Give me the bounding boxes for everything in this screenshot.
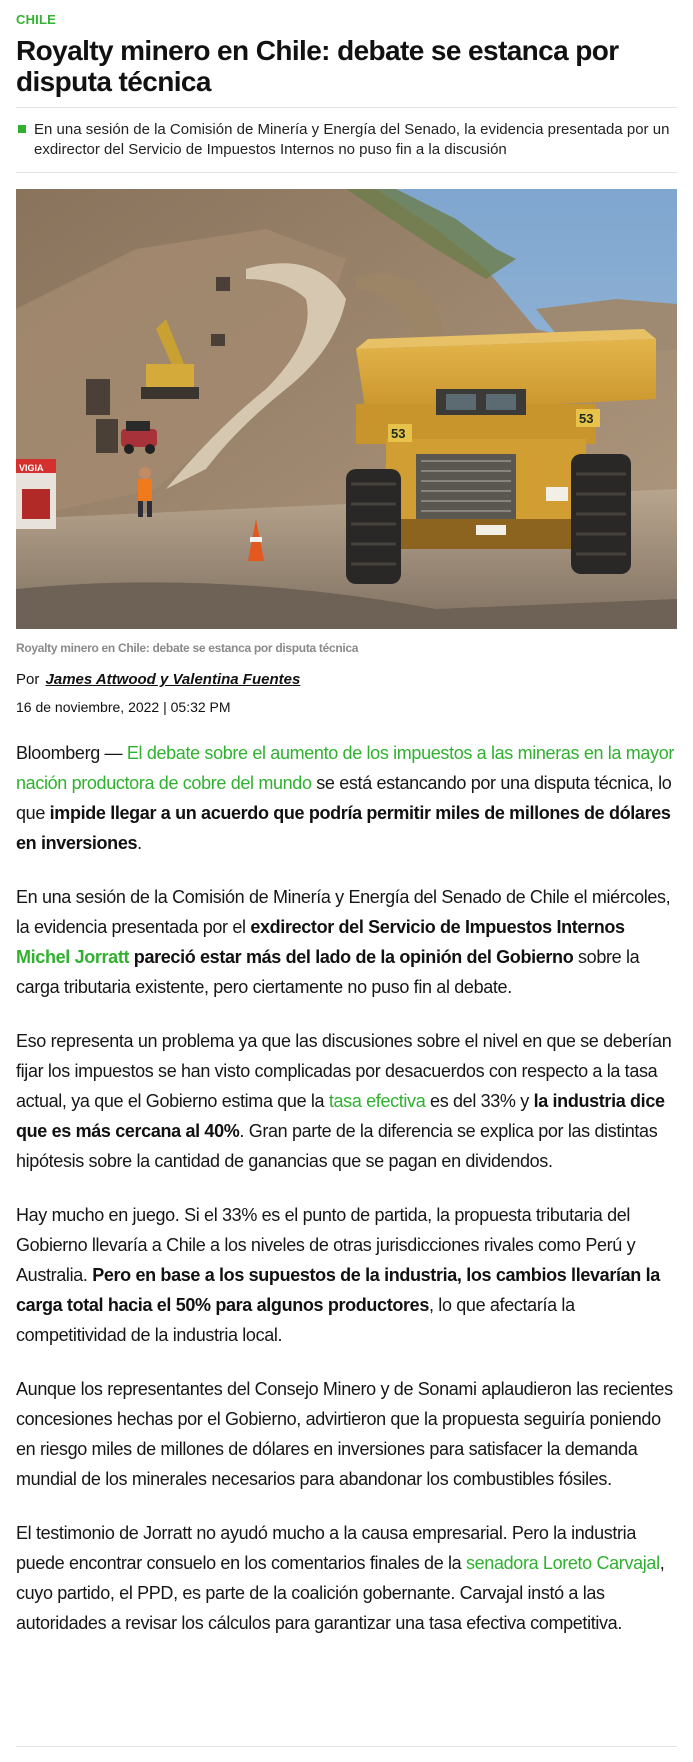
bold-text: la industria dice que es más cercana al 40% xyxy=(16,1091,665,1141)
paragraph-text: Hay mucho en juego. Si el 33% es el punto de partida, la propuesta tributaria del Gobierno llevaría a Chile a los niveles de otras jurisdicciones rivales como Perú y Australia. xyxy=(16,1205,636,1285)
inline-link[interactable]: senadora Loreto Carvajal xyxy=(466,1553,660,1573)
article-photo[interactable] xyxy=(16,189,677,629)
summary-text: En una sesión de la Comisión de Minería y Energía del Senado, la evidencia presentada por un exdirector del Servicio de Impuestos Internos no puso fin a la discusión xyxy=(34,121,670,158)
paragraph-text: sobre la carga tributaria existente, pero ciertamente no puso fin al debate. xyxy=(16,947,640,997)
paragraph-text: . Gran parte de la diferencia se explica por las distintas hipótesis sobre la cantidad de ganancias que se pagan en dividendos. xyxy=(16,1121,658,1171)
photo-caption: Royalty minero en Chile: debate se estanca por disputa técnica xyxy=(16,641,359,655)
source-label: Bloomberg — xyxy=(16,743,123,763)
byline xyxy=(16,670,677,690)
paragraph xyxy=(16,1374,677,1494)
paragraph-text: se está estancando por una disputa técnica, lo que xyxy=(16,773,672,823)
divider xyxy=(16,1746,677,1747)
paragraph-text: En una sesión de la Comisión de Minería y Energía del Senado de Chile el miércoles, la evidencia presentada por el xyxy=(16,887,671,937)
paragraph-text: , lo que afectaría la competitividad de la industria local. xyxy=(16,1295,575,1345)
section-tag[interactable]: CHILE xyxy=(16,12,56,27)
truck-number-right: 53 xyxy=(579,411,594,426)
inline-link[interactable]: tasa efectiva xyxy=(328,1091,426,1111)
bold-text: exdirector del Servicio de Impuestos Internos xyxy=(250,917,625,937)
byline-prefix: Por xyxy=(16,671,40,688)
paragraph xyxy=(16,1026,677,1176)
author-link[interactable]: James Attwood y Valentina Fuentes xyxy=(45,671,301,688)
paragraph xyxy=(16,1518,677,1638)
divider xyxy=(16,172,677,173)
paragraph-text: Eso representa un problema ya que las discusiones sobre el nivel en que se deberían fijar los impuestos se han visto complicadas por desacuerdos con respecto a la tasa actual, ya que el Gobierno estima que la xyxy=(16,1031,672,1111)
paragraph xyxy=(16,882,677,1002)
paragraph-text: . xyxy=(137,833,142,853)
paragraph-text: , cuyo partido, el PPD, es parte de la coalición gobernante. Carvajal instó a las autoridades a revisar los cálculos para garantizar una tasa efectiva competitiva. xyxy=(16,1553,665,1633)
inline-link[interactable]: El debate sobre el aumento de los impuestos a las mineras en la mayor nación productora de cobre del mundo xyxy=(16,743,675,793)
bold-text: pareció estar más del lado de la opinión del Gobierno xyxy=(133,947,574,967)
haul-truck xyxy=(346,329,656,584)
inline-link[interactable]: Michel Jorratt xyxy=(16,947,130,967)
paragraph-text: Aunque los representantes del Consejo Minero y de Sonami aplaudieron las recientes concesiones hechas por el Gobierno, advirtieron que la propuesta seguiría poniendo en riesgo miles de millones de dólares en inversiones para satisfacer la demanda mundial de los minerales necesarios para abandonar los combustibles fósiles. xyxy=(16,1379,673,1489)
paragraph-text: es del 33% y xyxy=(430,1091,529,1111)
paragraph xyxy=(16,1200,677,1350)
booth-label: VIGIA xyxy=(19,463,44,473)
publish-date: 16 de noviembre, 2022 | 05:32 PM xyxy=(16,699,231,715)
paragraph xyxy=(16,738,677,858)
bold-text: Pero en base a los supuestos de la industria, los cambios llevarían la carga total hacia el 50% para algunos productores xyxy=(16,1265,660,1315)
article-summary xyxy=(16,108,677,172)
paragraph-text: El testimonio de Jorratt no ayudó mucho a la causa empresarial. Pero la industria puede encontrar consuelo en los comentarios finales de la xyxy=(16,1523,636,1573)
article-headline: Royalty minero en Chile: debate se estanca por disputa técnica xyxy=(16,35,619,97)
summary-bullet-icon xyxy=(18,125,26,133)
truck-number-left: 53 xyxy=(391,426,406,441)
article-body xyxy=(16,738,677,1638)
bold-text: impide llegar a un acuerdo que podría permitir miles de millones de dólares en inversiones xyxy=(16,803,671,853)
